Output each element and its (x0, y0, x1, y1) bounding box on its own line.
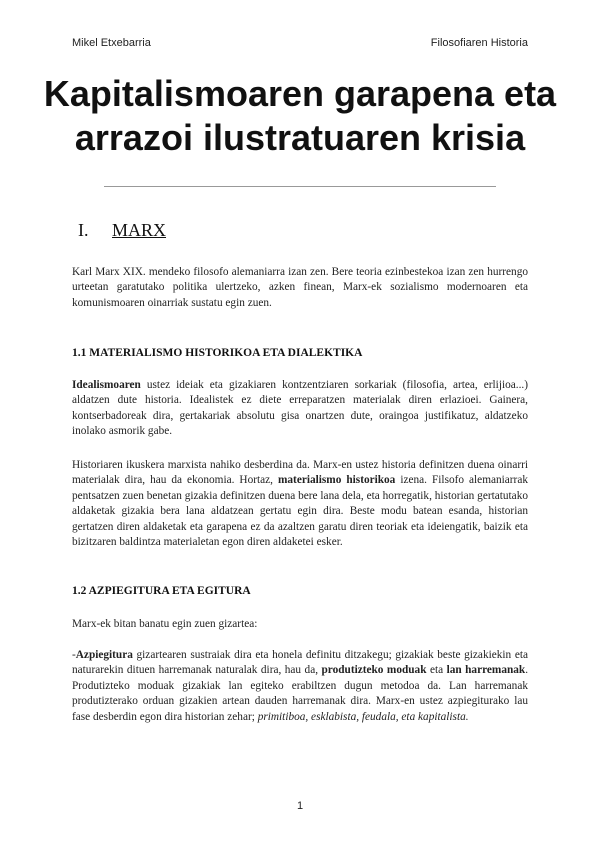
title-line-1: Kapitalismoaren garapena eta (43, 73, 557, 114)
idealism-paragraph (72, 378, 528, 440)
work-relations-term: lan harremanak (446, 664, 526, 677)
page-number: 1 (296, 800, 304, 812)
infrastructure-text-3: . Produtizteko moduak gizakiak lan egiteko erabiltzen dugun metodoa da. Lan harremanak produtizterako orduan gizakien artean dauden harremanak dira. Marx-en ustez azpiegiturako lau fase desberdin egon dira historian zehar; (72, 664, 529, 723)
infrastructure-term: Azpiegitura (75, 649, 133, 661)
materialism-paragraph (72, 458, 528, 550)
section-number: I. (78, 220, 89, 240)
infrastructure-text-2: eta (426, 664, 447, 677)
section-heading (78, 220, 166, 241)
header-author: Mikel Etxebarria (72, 37, 151, 49)
list-dash: - (72, 649, 76, 661)
production-modes-term: produtizteko moduak (321, 664, 427, 677)
infrastructure-paragraph (72, 648, 528, 725)
materialism-text-a: Historiaren ikuskera marxista nahiko desberdina da. Marx-en ustez historia definitzen duena oinarri materialak dira, hau da ekonomia. Hortaz, (72, 459, 528, 487)
section-name: MARX (112, 220, 167, 240)
subsection-heading-2: 1.2 AZPIEGITURA ETA EGITURA (72, 585, 251, 597)
phases-list: primitiboa, esklabista, feudala, eta kapitalista. (257, 710, 469, 723)
title-line-2: arrazoi ilustratuaren krisia (74, 117, 526, 158)
page-title (40, 72, 560, 160)
society-lead: Marx-ek bitan banatu egin zuen gizartea: (72, 618, 258, 630)
idealism-term: Idealismoaren (72, 379, 141, 391)
materialism-text-b: izena. Filsofo alemaniarrak pentsatzen zuen benetan gizakia definitzen duena bere lana dela, eta horregatik, historian gertatutako aldaketak gizakia bera lana aldatzean gertatu egin dira. Beste modu batean esanda, historian gertatzen diren aldaketak eta garapena ez da azaltzen garatu diren teoriak eta ideiengatik, baizik eta bizitzaren baldintza materialetan egon diren aldaketei esker. (72, 474, 528, 549)
intro-paragraph: Karl Marx XIX. mendeko filosofo alemaniarra izan zen. Bere teoria ezinbestekoa izan zen hurrengo urteetan garatutako politika ulertzeko, azken finean, Marx-ek sozialismo modernoaren eta komunismoaren oinarriak sustatu egin zuen. (72, 266, 528, 309)
header-course: Filosofiaren Historia (430, 37, 528, 49)
subsection-heading-1: 1.1 MATERIALISMO HISTORIKOA ETA DIALEKTIKA (72, 347, 363, 359)
infrastructure-text-1: gizartearen sustraiak dira eta honela definitu ditzakegu; gizakiak beste gizakiekin eta naturarekin dituen harremanak naturalak dira, hau da, (72, 649, 528, 677)
materialism-term: materialismo historikoa (278, 474, 396, 487)
title-divider (104, 186, 496, 187)
idealism-text: ustez ideiak eta gizakiaren kontzentziaren sorkariak (filosofia, artea, erlijioa...) aldatzen dute historia. Idealistek ez diete erreparatzen materialak diren erlazioei. Gainera, kontserbadoreak dira, gertakariak absolutu gisa onartzen dute, oraingoa justifikatuz, aldatzeko inolako asmorik gabe. (72, 379, 528, 438)
